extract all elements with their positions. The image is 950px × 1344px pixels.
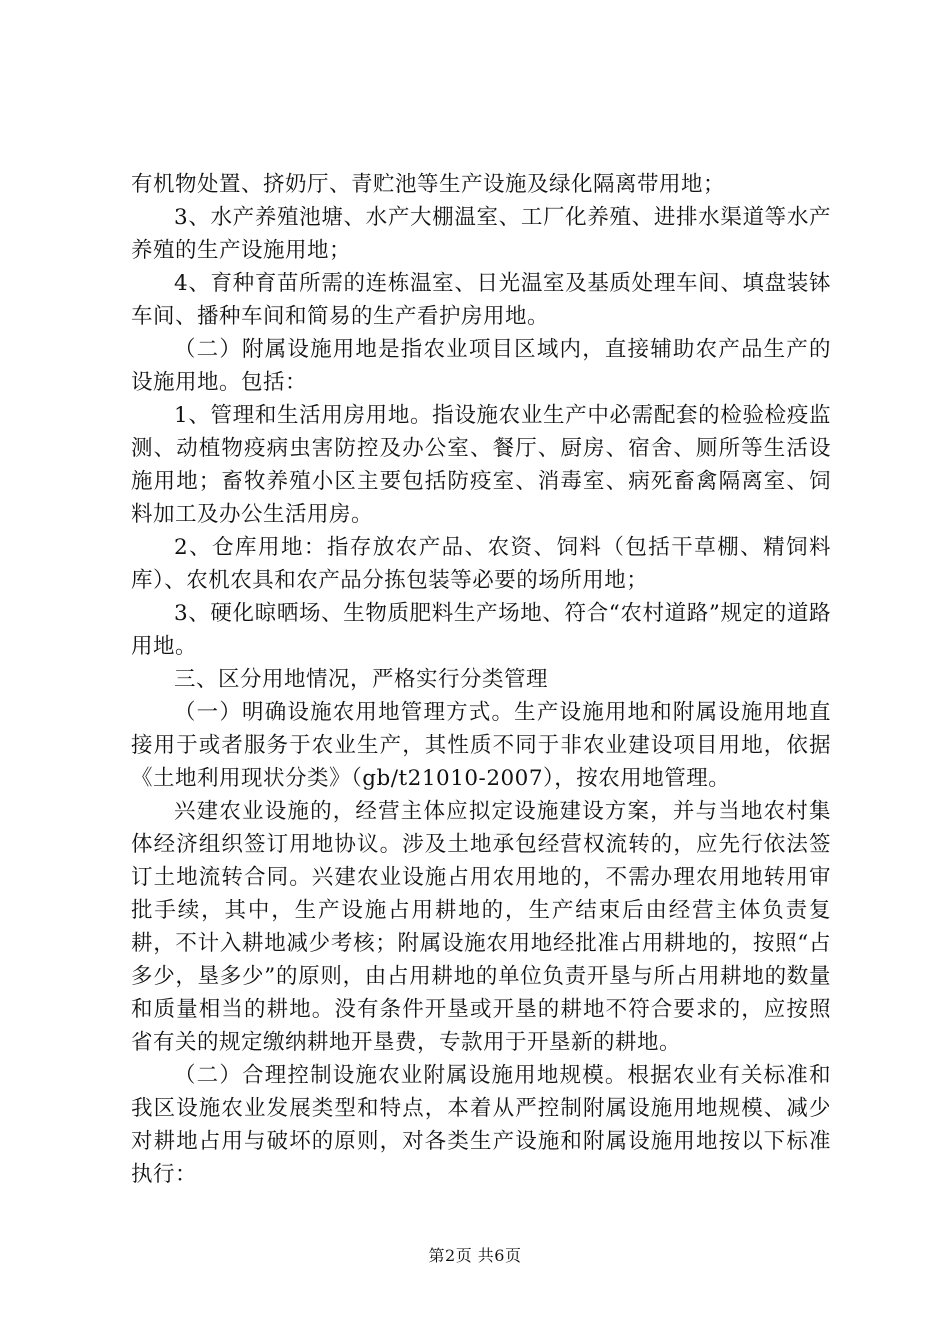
paragraph-construction: 兴建农业设施的，经营主体应拟定设施建设方案，并与当地农村集体经济组织签订用地协议。涉及土地承包经营权流转的，应先行依法签订土地流转合同。兴建农业设施占用农用地的，不需办理农用地转用审批手续，其中，生产设施占用耕地的，生产结束后由经营主体负责复耕，不计入耕地减少考核；附属设施农用地经批准占用耕地的，按照“占多少，垦多少”的原则，由占用耕地的单位负责开垦与所占用耕地的数量和质量相当的耕地。没有条件开垦或开垦的耕地不符合要求的，应按照省有关的规定缴纳耕地开垦费，专款用于开垦新的耕地。	[131, 799, 831, 1055]
paragraph-item-3-aquaculture: 3、水产养殖池塘、水产大棚温室、工厂化养殖、进排水渠道等水产养殖的生产设施用地；	[131, 205, 831, 263]
document-body	[131, 168, 831, 1191]
paragraph-item-2-warehouse: 2、仓库用地：指存放农产品、农资、饲料（包括干草棚、精饲料库）、农机农具和农产品分拣包装等必要的场所用地；	[131, 535, 831, 593]
paragraph-section-2-auxiliary: （二）附属设施用地是指农业项目区域内，直接辅助农产品生产的设施用地。包括：	[131, 337, 831, 395]
paragraph-continuation: 有机物处置、挤奶厅、青贮池等生产设施及绿化隔离带用地；	[131, 172, 726, 197]
paragraph-item-3-drying: 3、硬化晾晒场、生物质肥料生产场地、符合“农村道路”规定的道路用地。	[131, 601, 831, 659]
section-heading-3: 三、区分用地情况，严格实行分类管理	[174, 667, 549, 692]
paragraph-item-1-management: 1、管理和生活用房用地。指设施农业生产中必需配套的检验检疫监测、动植物疫病虫害防控及办公室、餐厅、厨房、宿舍、厕所等生活设施用地；畜牧养殖小区主要包括防疫室、消毒室、病死畜禽隔离室、饲料加工及办公生活用房。	[131, 403, 831, 527]
paragraph-management-method: （一）明确设施农用地管理方式。生产设施用地和附属设施用地直接用于或者服务于农业生产，其性质不同于非农业建设项目用地，依据《土地利用现状分类》（gb/t21010-2007），按农用地管理。	[131, 700, 831, 791]
paragraph-scale-control: （二）合理控制设施农业附属设施用地规模。根据农业有关标准和我区设施农业发展类型和特点，本着从严控制附属设施用地规模、减少对耕地占用与破坏的原则，对各类生产设施和附属设施用地按以下标准执行：	[131, 1063, 831, 1187]
paragraph-item-4-seedling: 4、育种育苗所需的连栋温室、日光温室及基质处理车间、填盘装钵车间、播种车间和简易的生产看护房用地。	[131, 271, 831, 329]
page-number-footer: 第2页 共6页	[428, 1246, 522, 1265]
